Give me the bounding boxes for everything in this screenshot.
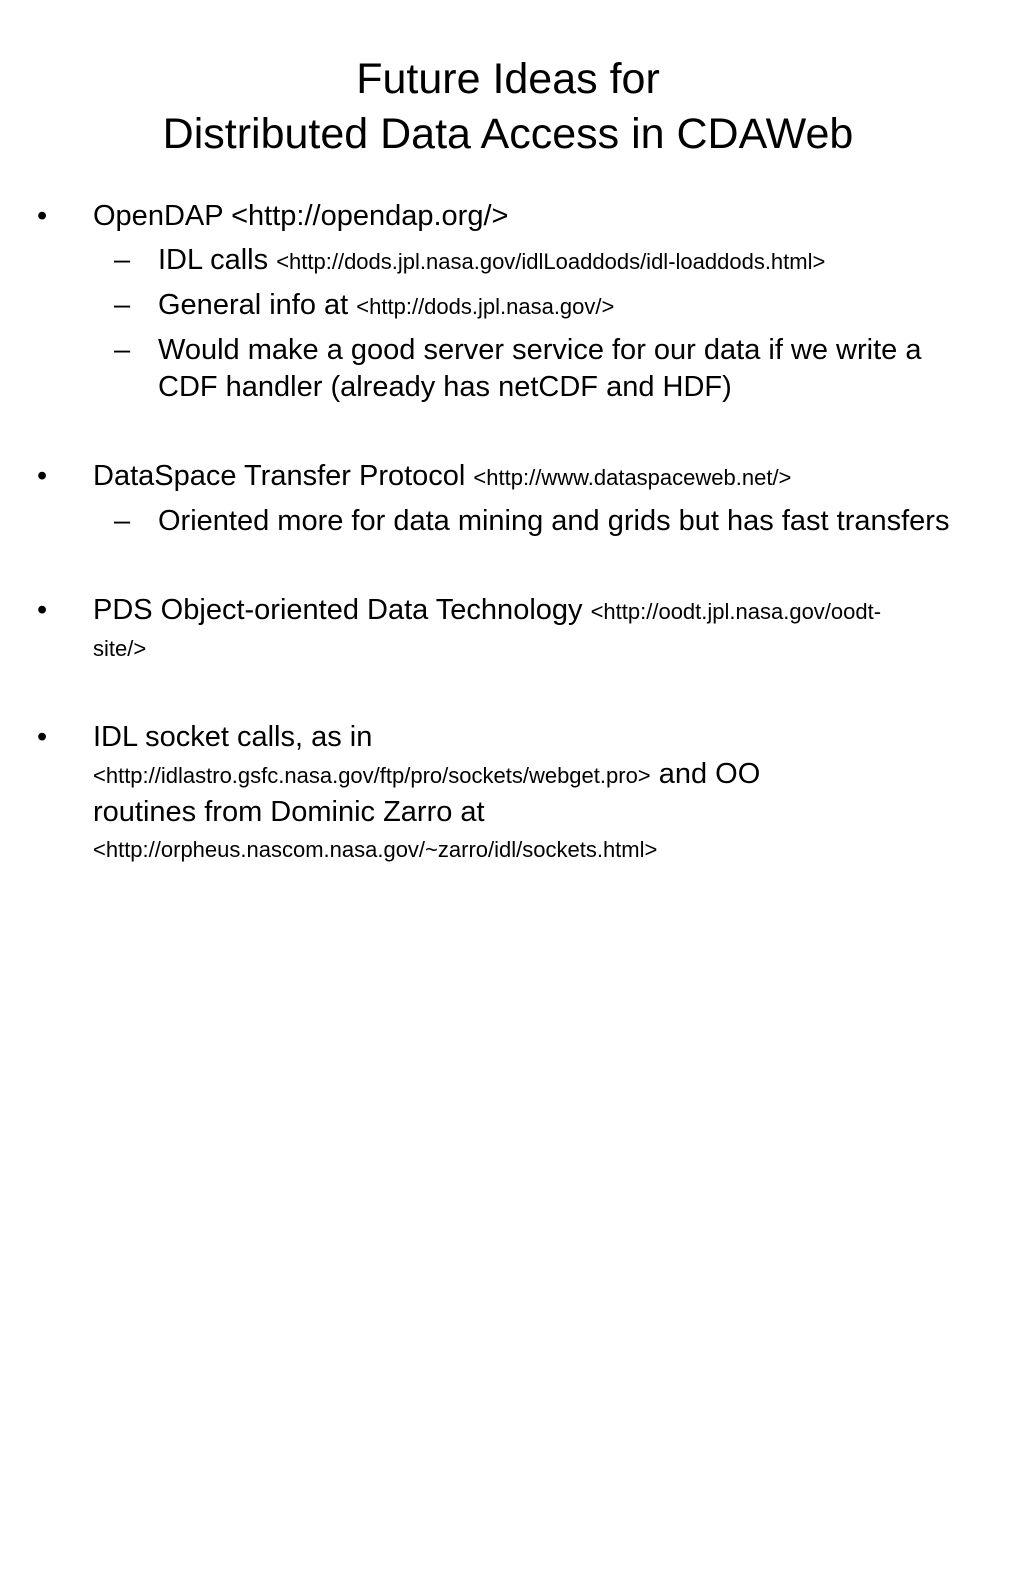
idl-calls-link[interactable]: <http://dods.jpl.nasa.gov/idlLoaddods/idl-loaddods.html>: [276, 249, 826, 274]
bullet-pds: [37, 592, 973, 667]
bullet-marker: •: [37, 594, 48, 626]
bullet-opendap-label: OpenDAP <http://opendap.org/>: [93, 200, 509, 232]
zarro-sockets-link[interactable]: <http://orpheus.nascom.nasa.gov/~zarro/idl/sockets.html>: [93, 837, 658, 862]
slide-title: [0, 52, 1016, 162]
data-mining-text: Oriented more for data mining and grids but has fast transfers: [158, 505, 950, 537]
general-info-link[interactable]: <http://dods.jpl.nasa.gov/>: [356, 294, 615, 319]
sub-item-idl-calls: [114, 242, 973, 280]
sub-item-data-mining: [114, 503, 973, 540]
bullet-marker: •: [37, 200, 48, 232]
dash-marker: –: [114, 244, 131, 276]
pds-link-part-1[interactable]: <http://oodt.jpl.nasa.gov/oodt-: [590, 599, 882, 624]
bullet-opendap: [37, 198, 973, 406]
sub-item-general-info: [114, 287, 973, 325]
bullet-marker: •: [37, 721, 48, 753]
bullet-pds-label: PDS Object-oriented Data Technology: [93, 594, 591, 626]
bullet-dataspace: [37, 458, 973, 540]
general-info-text: General info at: [158, 289, 357, 321]
bullet-dataspace-label: DataSpace Transfer Protocol: [93, 460, 474, 492]
slide-title-line-1: Future Ideas for: [356, 55, 660, 103]
bullet-idl-socket: [37, 719, 973, 868]
idl-socket-mid-text: and OO: [650, 758, 761, 790]
opendap-sub-list: [93, 242, 973, 406]
bullet-idl-socket-label: IDL socket calls, as in: [93, 721, 373, 753]
bullet-marker: •: [37, 460, 48, 492]
dataspace-link[interactable]: <http://www.dataspaceweb.net/>: [473, 465, 792, 490]
webget-link[interactable]: <http://idlastro.gsfc.nasa.gov/ftp/pro/sockets/webget.pro>: [93, 763, 651, 788]
idl-socket-routines-text: routines from Dominic Zarro at: [93, 796, 485, 828]
idl-calls-text: IDL calls: [158, 244, 277, 276]
sub-item-server-service: [114, 332, 973, 406]
bullet-list: [0, 198, 1024, 868]
server-service-text: Would make a good server service for our data if we write a CDF handler (already has netCDF and HDF): [158, 334, 922, 403]
pds-link-part-2[interactable]: site/>: [93, 636, 147, 661]
dash-marker: –: [114, 334, 131, 366]
slide-title-line-2: Distributed Data Access in CDAWeb: [162, 110, 854, 158]
dash-marker: –: [114, 289, 131, 321]
dataspace-sub-list: [93, 503, 973, 540]
dash-marker: –: [114, 505, 131, 537]
